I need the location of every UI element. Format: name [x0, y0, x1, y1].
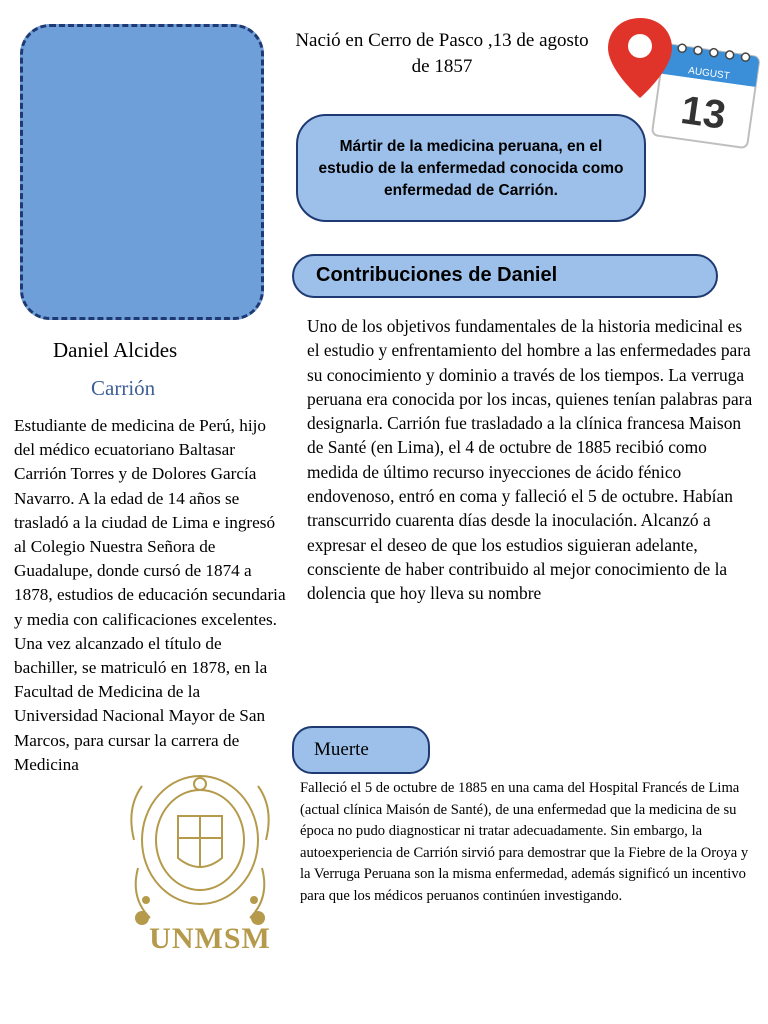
photo-placeholder	[20, 24, 264, 320]
name-first: Daniel Alcides	[53, 338, 178, 362]
martyr-text: Mártir de la medicina peruana, en el estudio de la enfermedad conocida como enfermedad de Carrión.	[318, 138, 624, 199]
death-heading: Muerte	[314, 739, 369, 760]
name-last: Carrión	[91, 376, 156, 400]
martyr-box	[296, 114, 646, 222]
birth-line-2: de 1857	[411, 56, 473, 77]
birth-line-1: Nació en Cerro de Pasco ,13 de agosto	[295, 30, 589, 51]
calendar-month: AUGUST	[687, 65, 731, 83]
death-heading-box	[292, 726, 430, 774]
university-logo-text: UNMSM	[149, 922, 271, 955]
biography-text: Estudiante de medicina de Perú, hijo del médico ecuatoriano Baltasar Carrión Torres y de Dolores García Navarro. A la edad de 14 años se trasladó a la ciudad de Lima e ingresó al Colegio Nuestra Señora de Guadalupe, donde cursó de 1874 a 1878, estudios de educación secundaria y media con calificaciones excelentes. Una vez alcanzado el título de bachiller, se matriculó en 1878, en la Facultad de Medicina de la Universidad Nacional Mayor de San Marcos, para cursar la carrera de Medicina	[14, 416, 286, 774]
death-text: Falleció el 5 de octubre de 1885 en una cama del Hospital Francés de Lima (actual clínica Maisón de Santé), de una enfermedad que la medicina de su época no pudo diagnosticar ni tratar adecuadamente. Sin embargo, la autoexperiencia de Carrión sirvió para demostrar que la Fiebre de la Oroya y la Verruga Peruana son la misma enfermedad, además significó un incentivo para que los médicos peruanos continúen investigando.	[300, 780, 749, 904]
birth-info	[256, 28, 628, 80]
contributions-heading-box	[292, 254, 718, 298]
calendar-day: 13	[678, 87, 729, 138]
contributions-heading: Contribuciones de Daniel	[316, 264, 558, 286]
contributions-text: Uno de los objetivos fundamentales de la historia medicinal es el estudio y enfrentamiento del hombre a las enfermedades para su conocimiento y dominio a través de los tiempos. La verruga peruana era conocida por los incas, quienes tenían palabras para designarla. Carrión fue trasladado a la clínica francesa Maison de Santé (en Lima), el 4 de octubre de 1885 recibió como medida de último recurso inyecciones de ácido fénico endovenoso, entró en coma y falleció el 5 de octubre. Habían transcurrido cuarenta días desde la inoculación. Alcanzó a expresar el deseo de que los estudios siguieran adelante, consciente de haber contribuido al mejor conocimiento de la dolencia que hoy lleva su nombre	[307, 316, 753, 604]
